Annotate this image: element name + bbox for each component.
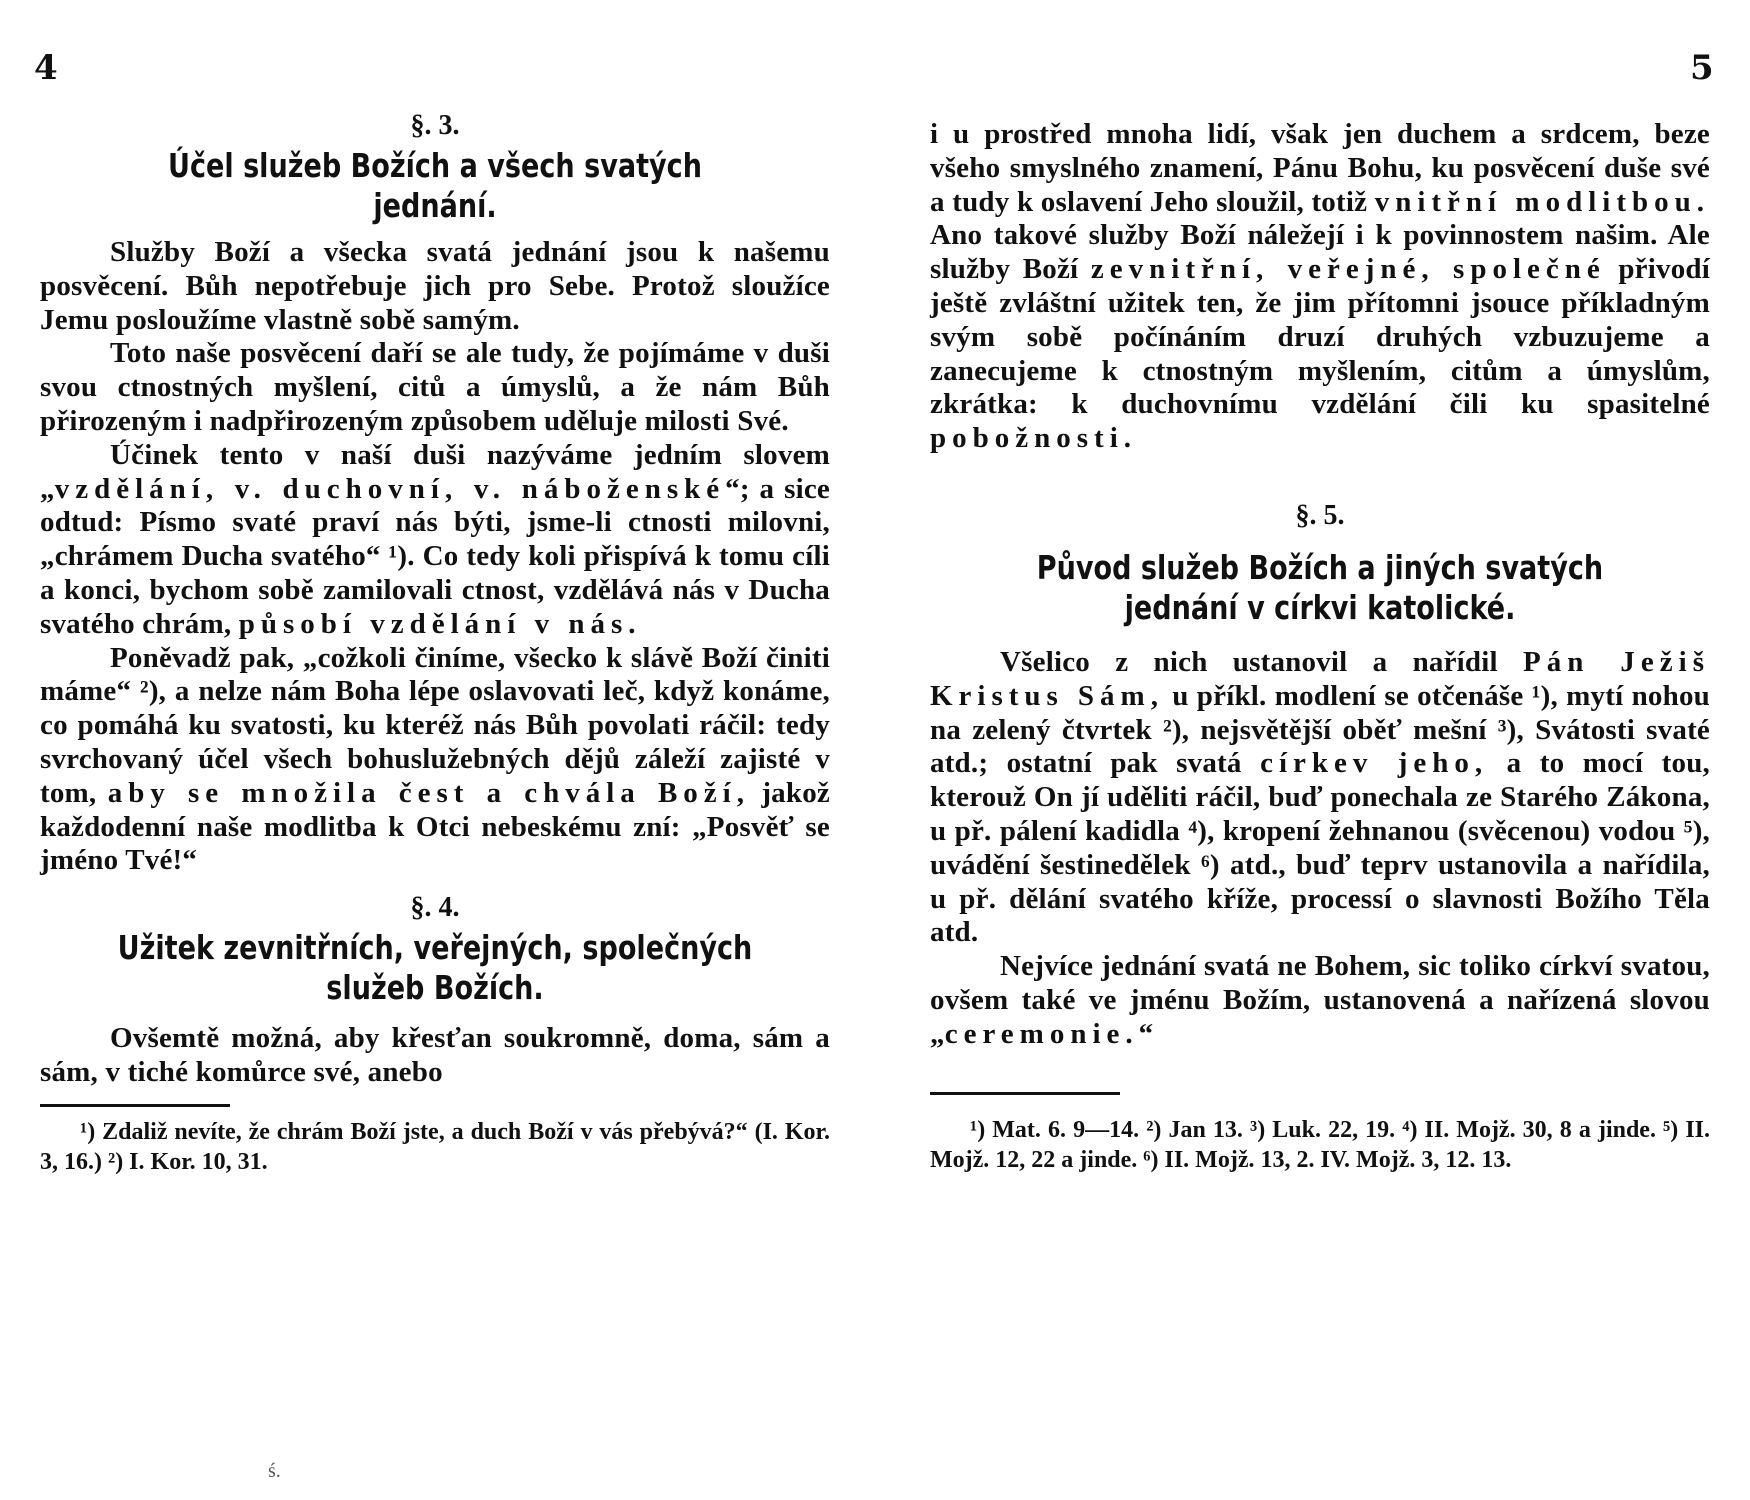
section-5-paragraph-2: [930, 950, 1710, 1051]
section-3-paragraph-4: [40, 642, 830, 879]
stray-print-mark: ś.: [268, 1460, 281, 1482]
text-run: Nejvíce jednání svatá ne Bohem, sic toliko církví svatou, ovšem také ve jménu Božím, ustanovená a nařízená slovou „: [930, 950, 1710, 1050]
text-run: i u prostřed mnoha lidí, však jen duchem a srdcem, beze všeho smyslného znamení, Pánu Bohu, ku posvěcení duše své a tudy k oslavení Jeho sloužil, totiž: [930, 118, 1710, 218]
text-run: “; a sice odtud: Písmo svaté praví nás býti, jsme-li ctnosti milovni, „chrámem Ducha svatého“ ¹). Co tedy koli přispívá k tomu cíli a konci, bychom sobě zamilovali ctnost, vzdělává nás v Ducha svatého chrám,: [40, 472, 830, 640]
text-run: a to mocí tou, kterouž On jí uděliti ráčil, buď ponechala ze Starého Zákona, u př. pálení kadidla ⁴), kropení žehnanou (svěcenou) vodou ⁵), uvádění šestinedělek ⁶) atd., buď teprv ustanovila a nařídila, u př. dělání svatého kříže, processí o slavnosti Božího Těla atd.: [930, 747, 1711, 949]
spaced-emphasis: zevnitřní, veřejné, společné: [1090, 253, 1606, 286]
section-3-paragraph-3: [40, 439, 830, 642]
section-5-title: Původ služeb Božích a jiných svatých jednání v církvi katolické.: [1036, 547, 1604, 627]
text-run: jakož každodenní naše modlitba k Otci nebeskému zní: „Posvěť se jméno Tvé!“: [40, 776, 830, 877]
text-run: Poněvadž pak, „cožkoli činíme, všecko k slávě Boží činiti máme“ ²), a nelze nám Boha lépe oslavovati leč, když konáme, co pomáhá ku svatosti, ku kteréž nás Bůh povolati ráčil: tedy svrchovaný účel všech bohuslužebných dějů záleží zajisté v tom,: [40, 641, 830, 809]
section-3-paragraph-1: Služby Boží a všecka svatá jednání jsou k našemu posvěcení. Bůh nepotřebuje jich pro Sebe. Protož sloužíce Jemu posloužíme vlastně sobě samým.: [40, 236, 830, 336]
left-page-column: [40, 110, 830, 1177]
text-run: Všelico z nich ustanovil a nařídil: [1000, 645, 1524, 678]
spaced-emphasis: pobožnosti.: [930, 422, 1138, 455]
footnote-rule: [40, 1104, 230, 1107]
section-5-paragraph-1: [930, 646, 1710, 950]
spaced-emphasis: církev jeho,: [1260, 747, 1489, 780]
section-4-paragraph-1: Ovšemtě možná, aby křesťan soukromně, doma, sám a sám, v tiché komůrce své, anebo: [40, 1022, 830, 1088]
footnote-rule: [930, 1092, 1120, 1095]
text-run: u příkl. modlení se otčenáše ¹), mytí nohou na zelený čtvrtek ²), nejsvětější oběť mešní ³), Svátosti svaté atd.; ostatní pak svatá: [930, 679, 1710, 780]
section-4-number: §. 4.: [410, 892, 460, 924]
spaced-emphasis: vnitřní modlitbou.: [1374, 185, 1710, 218]
footnote-left: ¹) Zdaliž nevíte, že chrám Boží jste, a duch Boží v vás přebývá?“ (I. Kor. 3, 16.) ²) I. Kor. 10, 31.: [40, 1118, 830, 1175]
text-run: přivodí ještě zvláštní užitek ten, že jim přítomni jsouce příkladným svým sobě počínáním druzí druhých vzbuzujeme a zanecujeme k ctnostným myšlením, citům a úmyslům, zkrátka: k duchovnímu vzdělání čili ku spasitelné: [930, 253, 1710, 421]
text-run: “: [1138, 1017, 1154, 1050]
section-5-number: §. 5.: [1295, 499, 1345, 531]
spaced-emphasis: ceremonie.: [944, 1017, 1139, 1050]
spaced-emphasis: aby se množila čest a chvála Boží,: [107, 776, 750, 809]
page-number-left: 4: [34, 48, 58, 88]
text-run: Ano takové služby Boží náležejí i k povinnostem našim. Ale služby Boží: [930, 219, 1710, 286]
section-3-paragraph-2: Toto naše posvěcení daří se ale tudy, že pojímáme v duši svou ctnostných myšlení, citů a úmyslů, a že nám Bůh přirozeným i nadpřirozeným způsobem uděluje milosti Své.: [40, 337, 830, 437]
section-3-title: Účel služeb Božích a všech svatých jednání.: [168, 146, 702, 225]
section-4-title: Užitek zevnitřních, veřejných, společných služeb Božích.: [117, 928, 753, 1008]
spaced-emphasis: vzdělání, v. duchovní, v. náboženské: [54, 472, 726, 505]
text-run: Účinek tento v naší duši nazýváme jedním slovem „: [40, 438, 830, 505]
spaced-emphasis: Pán Ježiš Kristus Sám,: [930, 645, 1710, 712]
section-3-number: §. 3.: [410, 110, 460, 141]
footnote-right: ¹) Mat. 6. 9—14. ²) Jan 13. ³) Luk. 22, 19. ⁴) II. Mojž. 30, 8 a jinde. ⁵) II. Mojž. 12, 22 a jinde. ⁶) II. Mojž. 13, 2. IV. Mojž. 3, 12. 13.: [930, 1116, 1710, 1173]
page-number-right: 5: [1690, 48, 1714, 88]
right-page-column: [930, 118, 1710, 1175]
section-4-continuation: [930, 118, 1710, 456]
spaced-emphasis: působí vzdělání v nás.: [238, 607, 642, 640]
